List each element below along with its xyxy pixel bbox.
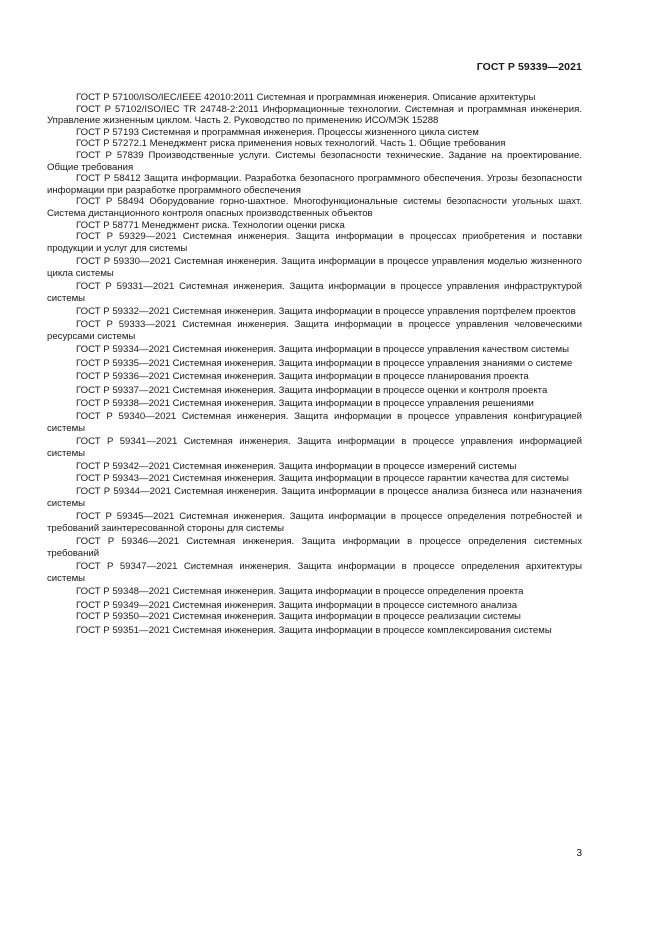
reference-item: ГОСТ Р 57100/ISO/IEC/IEEE 42010:2011 Системная и программная инженерия. Описание архитектуры	[76, 92, 536, 103]
reference-item: ГОСТ Р 59334—2021 Системная инженерия. Защита информации в процессе управления качеством системы	[76, 344, 570, 356]
reference-item: ГОСТ Р 59341—2021 Системная инженерия. Защита информации в процессе управления информацией системы	[47, 436, 582, 459]
reference-item: ГОСТ Р 58494 Оборудование горно-шахтное. Многофункциональные системы безопасности угольных шахт. Система дистанционного контроля опасных производственных объектов	[47, 196, 582, 219]
reference-item: ГОСТ Р 59346—2021 Системная инженерия. Защита информации в процессе определения системных требований	[47, 536, 582, 559]
reference-item: ГОСТ Р 59336—2021 Системная инженерия. Защита информации в процессе планирования проекта	[76, 371, 529, 383]
reference-item: ГОСТ Р 57272.1 Менеджмент риска применения новых технологий. Часть 1. Общие требования	[76, 138, 506, 150]
reference-item: ГОСТ Р 59337—2021 Системная инженерия. Защита информации в процессе оценки и контроля проекта	[76, 384, 548, 396]
reference-item: ГОСТ Р 58771 Менеджмент риска. Технологии оценки риска	[76, 219, 345, 231]
reference-item: ГОСТ Р 59330—2021 Системная инженерия. Защита информации в процессе управления моделью жизненного цикла системы	[47, 256, 582, 279]
page-number: 3	[576, 848, 582, 859]
reference-item: ГОСТ Р 59331—2021 Системная инженерия. Защита информации в процессе управления инфраструктурой системы	[47, 281, 582, 304]
reference-item: ГОСТ Р 59333—2021 Системная инженерия. Защита информации в процессе управления человеческими ресурсами системы	[47, 319, 582, 343]
reference-item: ГОСТ Р 59338—2021 Системная инженерия. Защита информации в процессе управления решениями	[76, 398, 534, 410]
reference-item: ГОСТ Р 59351—2021 Системная инженерия. Защита информации в процессе комплексирования системы	[76, 624, 552, 636]
reference-item: ГОСТ Р 59350—2021 Системная инженерия. Защита информации в процессе реализации системы	[76, 611, 521, 623]
reference-item: ГОСТ Р 59349—2021 Системная инженерия. Защита информации в процессе системного анализа	[76, 599, 518, 611]
reference-item: ГОСТ Р 59345—2021 Системная инженерия. Защита информации в процессе определения потребностей и требований заинтересованной стороны для системы	[47, 511, 582, 534]
reference-item: ГОСТ Р 59335—2021 Системная инженерия. Защита информации в процессе управления знаниями о системе	[76, 357, 573, 369]
reference-item: ГОСТ Р 59329—2021 Системная инженерия. Защита информации в процессах приобретения и поставки продукции и услуг для системы	[47, 231, 582, 254]
reference-item: ГОСТ Р 57193 Системная и программная инженерия. Процессы жизненного цикла систем	[76, 126, 479, 138]
reference-item: ГОСТ Р 59332—2021 Системная инженерия. Защита информации в процессе управления портфелем проектов	[76, 306, 576, 318]
references-list	[47, 92, 582, 638]
document-header: ГОСТ Р 59339—2021	[476, 61, 582, 73]
reference-item: ГОСТ Р 59348—2021 Системная инженерия. Защита информации в процессе определения проекта	[76, 586, 524, 598]
reference-item: ГОСТ Р 59344—2021 Системная инженерия. Защита информации в процессе анализа бизнеса или назначения системы	[47, 486, 582, 509]
reference-item: ГОСТ Р 58412 Защита информации. Разработка безопасного программного обеспечения. Угрозы безопасности информации при разработке программного обеспечения	[47, 173, 582, 196]
reference-item: ГОСТ Р 59340—2021 Системная инженерия. Защита информации в процессе управления конфигурацией системы	[47, 411, 582, 434]
reference-item: ГОСТ Р 57839 Производственные услуги. Системы безопасности технические. Задание на проектирование. Общие требования	[47, 149, 582, 173]
reference-item: ГОСТ Р 59347—2021 Системная инженерия. Защита информации в процессе определения архитектуры системы	[47, 561, 582, 584]
reference-item: ГОСТ Р 59342—2021 Системная инженерия. Защита информации в процессе измерений системы	[76, 461, 517, 473]
reference-item: ГОСТ Р 59343—2021 Системная инженерия. Защита информации в процессе гарантии качества для системы	[76, 472, 569, 484]
reference-item: ГОСТ Р 57102/ISO/IEC TR 24748-2:2011 Информационные технологии. Системная и программная инженерия. Управление жизненным циклом. Часть 2. Руководство по применению ИСО/МЭК 15288	[47, 103, 582, 127]
